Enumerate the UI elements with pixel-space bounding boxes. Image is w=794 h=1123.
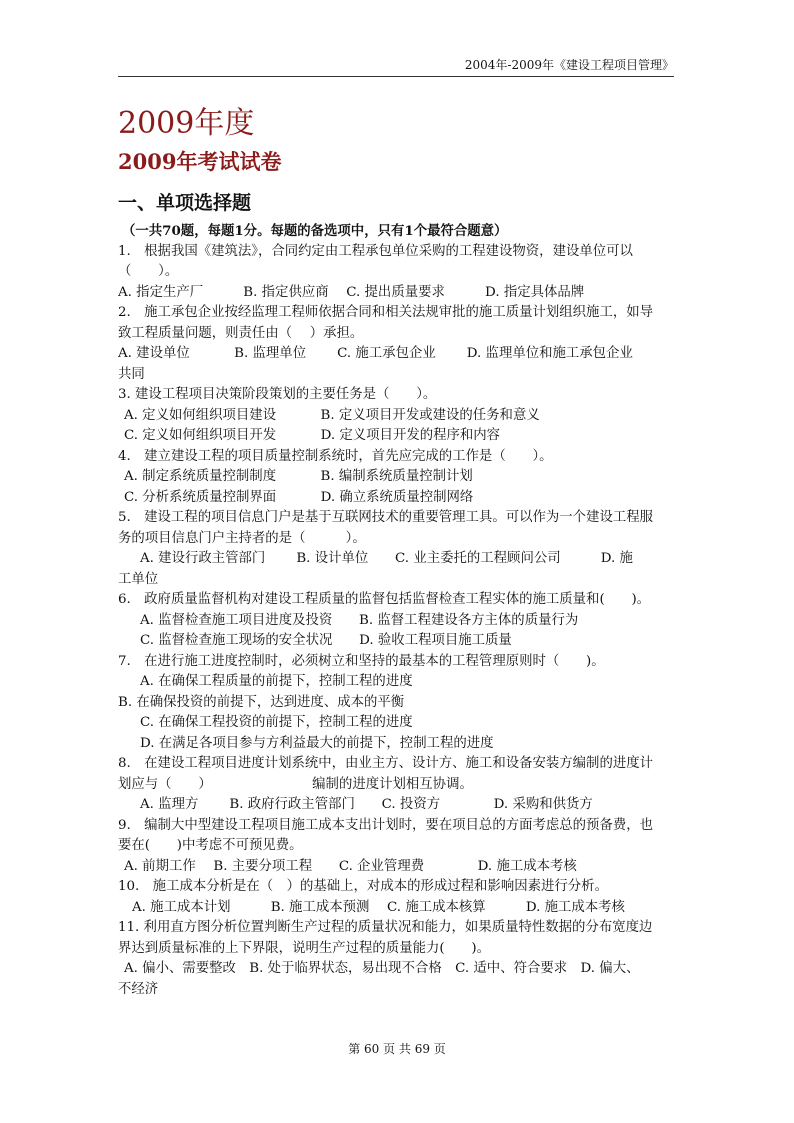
text-line: A. 建设行政主管部门 B. 设计单位 C. 业主委托的工程顾问公司 D. 施 (140, 551, 633, 566)
page-number: 第 60 页 共 69 页 (348, 1042, 446, 1056)
text-line: 致工程质量问题，则责任由（ ）承担。 (118, 325, 364, 341)
text-line: A. 建设单位 B. 监理单位 C. 施工承包企业 D. 监理单位和施工承包企业 (118, 346, 633, 361)
text-line: C. 分析系统质量控制界面 D. 确立系统质量控制网络 (124, 489, 474, 505)
running-header-title: 2004年-2009年《建设工程项目管理》 (464, 58, 674, 72)
text-line: A. 监理方 B. 政府行政主管部门 C. 投资方 D. 采购和供货方 (140, 797, 593, 812)
section-instruction: （一共70题，每题1分。每题的备选项中，只有1个最符合题意） (122, 223, 508, 239)
text-line: D. 在满足各项目参与方利益最大的前提下，控制工程的进度 (140, 735, 494, 751)
text-line: 划应与（ ） 编制的进度计划相互协调。 (118, 776, 473, 792)
text-line: A. 监督检查施工项目进度及投资 B. 监督工程建设各方主体的质量行为 (140, 612, 579, 628)
text-line: A. 施工成本计划 B. 施工成本预测 C. 施工成本核算 D. 施工成本考核 (132, 899, 625, 915)
text-line: B. 在确保投资的前提下，达到进度、成本的平衡 (118, 694, 405, 710)
text-line: A. 前期工作 B. 主要分项工程 C. 企业管理费 D. 施工成本考核 (124, 858, 577, 874)
text-line: 10. 施工成本分析是在（ ）的基础上，对成本的形成过程和影响因素进行分析。 (118, 879, 608, 894)
text-line: A. 制定系统质量控制制度 B. 编制系统质量控制计划 (124, 469, 473, 484)
text-line: 共同 (118, 366, 145, 382)
running-header (118, 56, 674, 77)
text-line: 界达到质量标准的上下界限，说明生产过程的质量能力( )。 (118, 940, 490, 956)
text-line: 务的项目信息门户主持者的是（ ）。 (118, 530, 366, 546)
text-line: 5. 建设工程的项目信息门户是基于互联网技术的重要管理工具。可以作为一个建设工程服 (118, 510, 654, 525)
text-line: 要在( )中考虑不可预见费。 (118, 838, 303, 853)
page-title: 2009年度 (118, 106, 255, 141)
text-line: 6. 政府质量监督机构对建设工程质量的监督包括监督检查工程实体的施工质量和( )。 (118, 592, 651, 607)
text-line: A. 偏小、需要整改 B. 处于临界状态，易出现不合格 C. 适中、符合要求 D. 偏大、 (124, 961, 640, 976)
question-lines (118, 242, 678, 1001)
text-line: 2. 施工承包企业按经监理工程师依据合同和相关法规审批的施工质量计划组织施工，如导 (118, 305, 654, 320)
text-line: 4. 建立建设工程的项目质量控制系统时，首先应完成的工作是（ ）。 (118, 448, 553, 464)
text-line: C. 定义如何组织项目开发 D. 定义项目开发的程序和内容 (124, 428, 501, 443)
text-line: 1. 根据我国《建筑法》，合同约定由工程承包单位采购的工程建设物资，建设单位可以 (118, 243, 633, 259)
text-line: 不经济 (118, 981, 159, 997)
text-line: C. 在确保工程投资的前提下，控制工程的进度 (140, 715, 413, 730)
question-body (118, 221, 678, 1000)
text-line: A. 定义如何组织项目建设 B. 定义项目开发或建设的任务和意义 (124, 407, 540, 423)
text-line: 3. 建设工程项目决策阶段策划的主要任务是（ ）。 (118, 387, 437, 402)
text-line: 工单位 (118, 571, 159, 587)
text-line: （ ）。 (118, 264, 179, 279)
text-line: 9. 编制大中型建设工程项目施工成本支出计划时，要在项目总的方面考虑总的预备费，也 (118, 817, 654, 833)
text-line: C. 监督检查施工现场的安全状况 D. 验收工程项目施工质量 (140, 633, 512, 648)
page-footer (0, 1040, 794, 1057)
text-line: 8. 在建设工程项目进度计划系统中，由业主方、设计方、施工和设备安装方编制的进度计 (118, 756, 654, 771)
text-line: A. 指定生产厂 B. 指定供应商 C. 提出质量要求 D. 指定具体品牌 (118, 284, 585, 300)
exam-subtitle: 2009年考试试卷 (118, 149, 282, 174)
section-heading: 一、单项选择题 (118, 192, 252, 214)
text-line: A. 在确保工程质量的前提下，控制工程的进度 (140, 674, 413, 689)
text-line: 7. 在进行施工进度控制时，必须树立和坚持的最基本的工程管理原则时（ )。 (118, 653, 605, 669)
text-line: 11. 利用直方图分析位置判断生产过程的质量状况和能力，如果质量特性数据的分布宽度边 (118, 920, 653, 935)
